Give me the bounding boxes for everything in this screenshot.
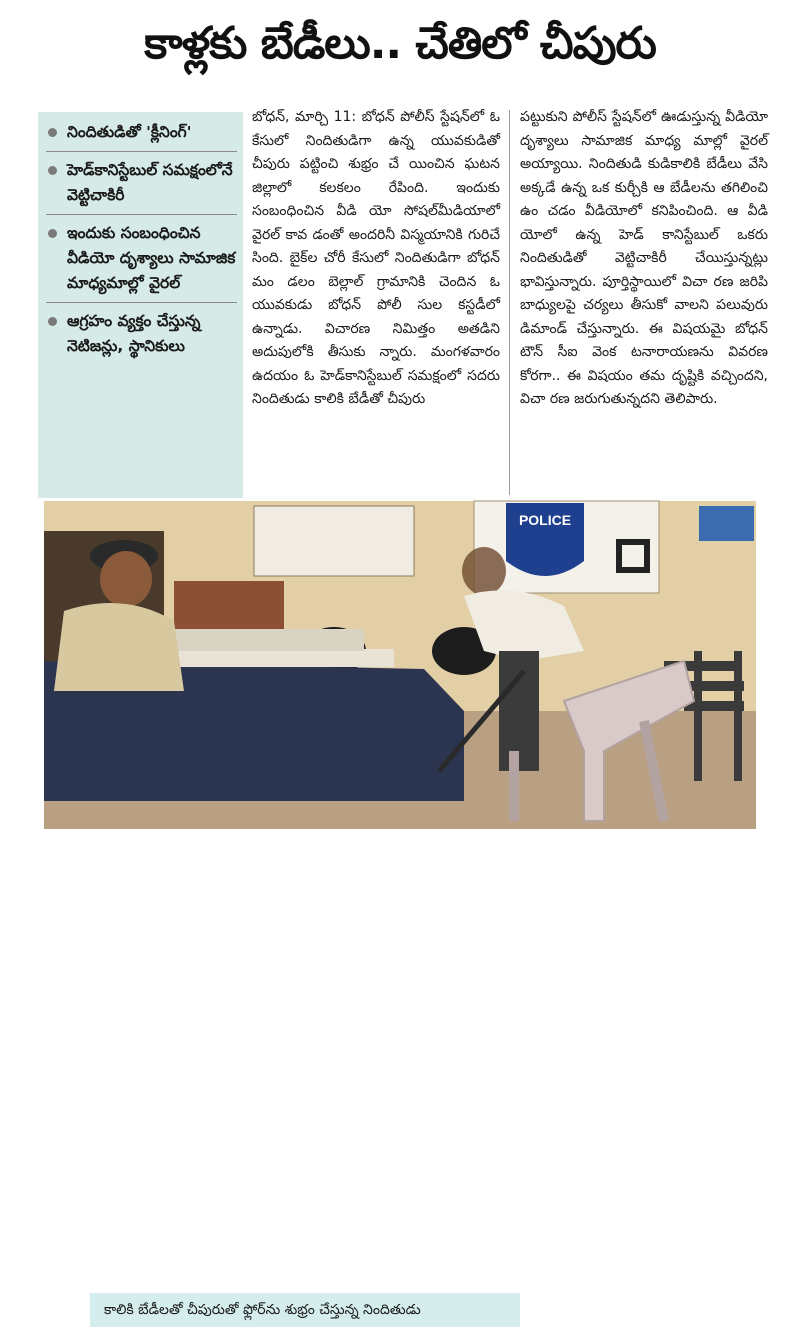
column-divider <box>509 110 510 495</box>
highlight-item <box>46 221 237 296</box>
article-column-1: బోధన్, మార్చి 11: బోధన్ పోలీస్ స్టేషన్‌లో ఓ కేసులో నిందితుడిగా ఉన్న యువకుడితో చీపురు పట్టించి శుభ్రం చే యించిన ఘటన జిల్లాలో కలకలం రేపింది. ఇందుకు సంబంధించిన వీడి యో సోషల్‌మీడియాలో వైరల్ కావ డంతో అందరినీ విస్మయానికి గురిచే సింది. బైక్‌ల చోరీ కేసులో నిందితుడిగా బోధన్ మం డలం బెల్లాల్ గ్రామానికి చెందిన ఓ యువకుడు బోధన్ పోలీ సుల కస్టడీలో ఉన్నాడు. విచారణ నిమిత్తం అతడిని అదుపులోకి తీసుకు న్నారు. మంగళవారం ఉదయం ఓ హెడ్‌కానిస్టేబుల్ సమక్షంలో సదరు నిందితుడు కాలికి బేడీతో చీపురు <box>252 109 500 407</box>
highlight-text: ఆగ్రహం వ్యక్తం చేస్తున్న నెటిజన్లు, స్థానికులు <box>67 312 201 355</box>
bullet-icon <box>48 229 57 238</box>
headline: కాళ్లకు బేడీలు.. చేతిలో చీపురు <box>144 18 656 69</box>
article-column-2: పట్టుకుని పోలీస్ స్టేషన్‌లో ఊడుస్తున్న వీడియో దృశ్యాలు సామాజిక మాధ్య మాల్లో వైరల్ అయ్యాయి. నిందితుడి కుడికాలికి బేడీలు వేసి అక్కడే ఉన్న ఒక కుర్చీకి ఆ బేడీలను తగిలించి ఉం చడం వీడియోలో కనిపించింది. ఆ వీడి యోలో ఉన్న హెడ్ కానిస్టేబుల్ ఒకరు నిందితుడితో వెట్టిచాకిరీ చేయిస్తున్నట్లు భావిస్తున్నారు. పూర్తిస్థాయిలో విచా రణ జరిపి బాధ్యులపై చర్యలు తీసుకో వాలని పలువురు డిమాండ్ చేస్తున్నారు. ఈ విషయమై బోధన్ టౌన్ సీఐ వెంక టనారాయణను వివరణ కోరగా.. ఈ విషయం తమ దృష్టికి వచ్చిందని, విచా రణ జరుగుతున్నదని తెలిపారు. <box>520 109 768 407</box>
divider <box>46 302 237 303</box>
highlight-text: హెడ్‌కానిస్టేబుల్ సమక్షంలోనే వెట్టిచాకిరీ <box>67 161 233 204</box>
divider <box>46 151 237 152</box>
police-sign-text: POLICE <box>518 512 572 528</box>
news-photo <box>44 501 756 1318</box>
photo-caption: కాలికి బేడీలతో చీపురుతో ఫ్లోర్‌ను శుభ్రం చేస్తున్న నిందితుడు <box>90 1293 520 1327</box>
bullet-icon <box>48 166 57 175</box>
bullet-icon <box>48 317 57 326</box>
photo-illustration <box>44 501 756 829</box>
divider <box>46 214 237 215</box>
highlight-item <box>46 309 237 359</box>
highlight-item <box>46 120 237 145</box>
highlight-text: నిందితుడితో 'క్లీనింగ్' <box>67 123 192 141</box>
highlights-box <box>38 112 243 498</box>
highlight-item <box>46 158 237 208</box>
highlight-text: ఇందుకు సంబంధించిన వీడియో దృశ్యాలు సామాజిక మాధ్యమాల్లో వైరల్ <box>67 224 236 292</box>
bullet-icon <box>48 128 57 137</box>
